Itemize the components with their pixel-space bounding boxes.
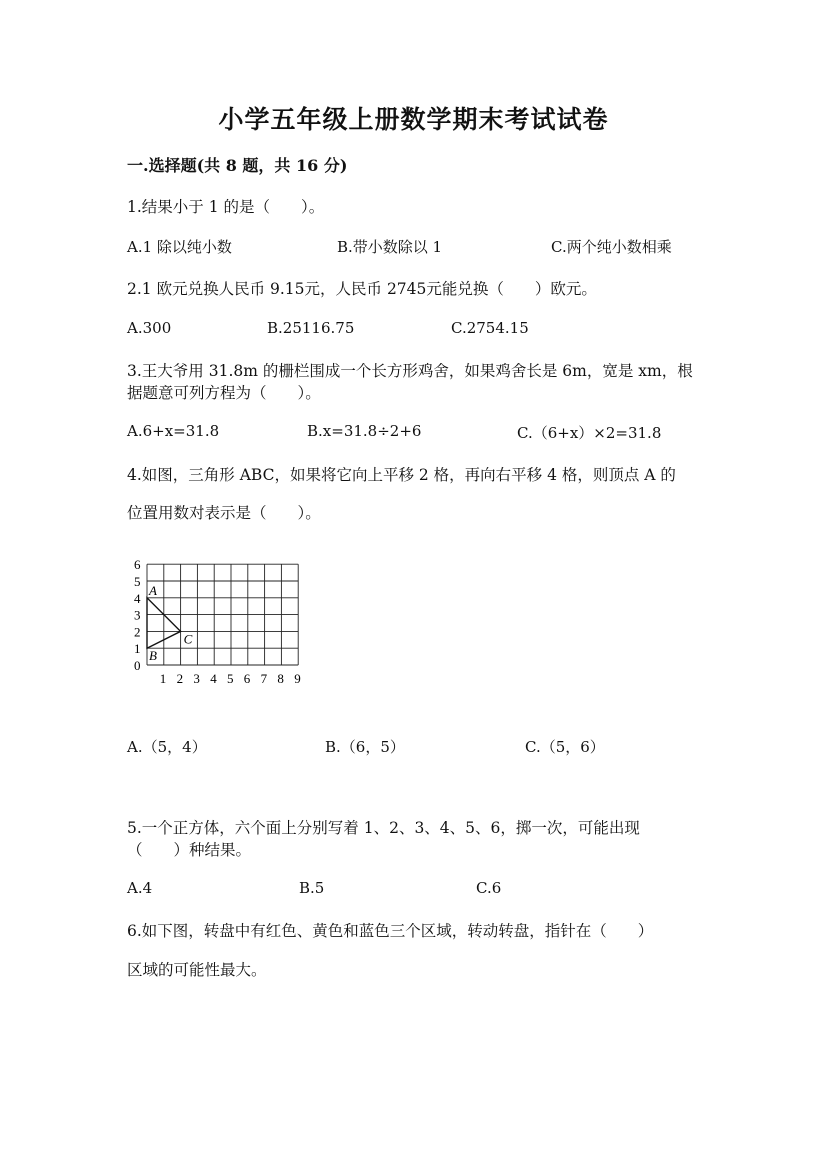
question-4-option-a: A.（5，4） [127, 738, 207, 756]
question-2-option-a: A.300 [127, 319, 172, 337]
x-tick-label: 4 [210, 671, 217, 686]
point-label-a: A [149, 582, 157, 598]
point-label-b: B [149, 648, 157, 664]
y-tick-label: 0 [134, 658, 141, 673]
section-heading: 一.选择题(共 8 题，共 16 分) [127, 156, 348, 175]
x-tick-label: 1 [159, 671, 167, 686]
question-3-option-a: A.6+x=31.8 [127, 422, 220, 440]
question-4-text-line-1: 4.如图，三角形 ABC，如果将它向上平移 2 格，再向右平移 4 格，则顶点 A 的 [127, 466, 676, 484]
x-tick-label: 5 [227, 671, 234, 686]
question-1-option-b: B.带小数除以 1 [337, 238, 443, 256]
question-6-text-line-2: 区域的可能性最大。 [127, 961, 267, 979]
grid-lines [147, 564, 298, 665]
question-2-text: 2.1 欧元兑换人民币 9.15元，人民币 2745元能兑换（ ）欧元。 [127, 280, 597, 298]
question-4-text-line-2: 位置用数对表示是（ ）。 [127, 504, 321, 522]
question-2-option-b: B.25116.75 [267, 319, 355, 337]
tick-labels [134, 557, 301, 686]
y-tick-label: 3 [134, 607, 141, 623]
question-5-option-a: A.4 [127, 879, 153, 897]
point-label-c: C [183, 631, 193, 647]
question-3-option-b: B.x=31.8÷2+6 [307, 422, 422, 440]
x-tick-label: 9 [294, 671, 301, 686]
x-tick-label: 6 [243, 671, 251, 686]
y-tick-label: 5 [134, 574, 141, 589]
y-tick-label: 6 [134, 557, 141, 573]
y-tick-label: 1 [134, 641, 141, 657]
question-6-text-line-1: 6.如下图，转盘中有红色、黄色和蓝色三个区域，转动转盘，指针在（ ） [127, 922, 654, 940]
question-1-text: 1.结果小于 1 的是（ ）。 [127, 198, 325, 216]
x-tick-label: 7 [260, 671, 268, 686]
question-5-option-c: C.6 [476, 879, 502, 897]
question-3-text-line-2: 据题意可列方程为（ ）。 [127, 384, 321, 402]
x-tick-label: 8 [277, 671, 284, 686]
question-5-text-line-1: 5.一个正方体，六个面上分别写着 1、2、3、4、5、6，掷一次，可能出现 [127, 819, 640, 837]
question-4-option-b: B.（6，5） [325, 738, 405, 756]
x-tick-label: 2 [176, 671, 184, 686]
question-5-option-b: B.5 [299, 879, 325, 897]
coordinate-grid-figure [127, 555, 317, 690]
question-2-option-c: C.2754.15 [451, 319, 529, 337]
page-title: 小学五年级上册数学期末考试试卷 [218, 105, 609, 134]
x-tick-label: 3 [193, 671, 200, 686]
question-3-option-c: C.（6+x）×2=31.8 [517, 424, 662, 442]
y-tick-label: 4 [134, 590, 141, 606]
question-1-option-a: A.1 除以纯小数 [127, 238, 232, 256]
question-4-option-c: C.（5，6） [525, 738, 605, 756]
question-1-option-c: C.两个纯小数相乘 [551, 238, 672, 256]
question-3-text-line-1: 3.王大爷用 31.8m 的栅栏围成一个长方形鸡舍，如果鸡舍长是 6m，宽是 xm，根 [127, 362, 693, 380]
y-tick-label: 2 [134, 624, 141, 640]
point-labels [148, 583, 193, 663]
question-5-text-line-2: （ ）种结果。 [127, 841, 252, 859]
